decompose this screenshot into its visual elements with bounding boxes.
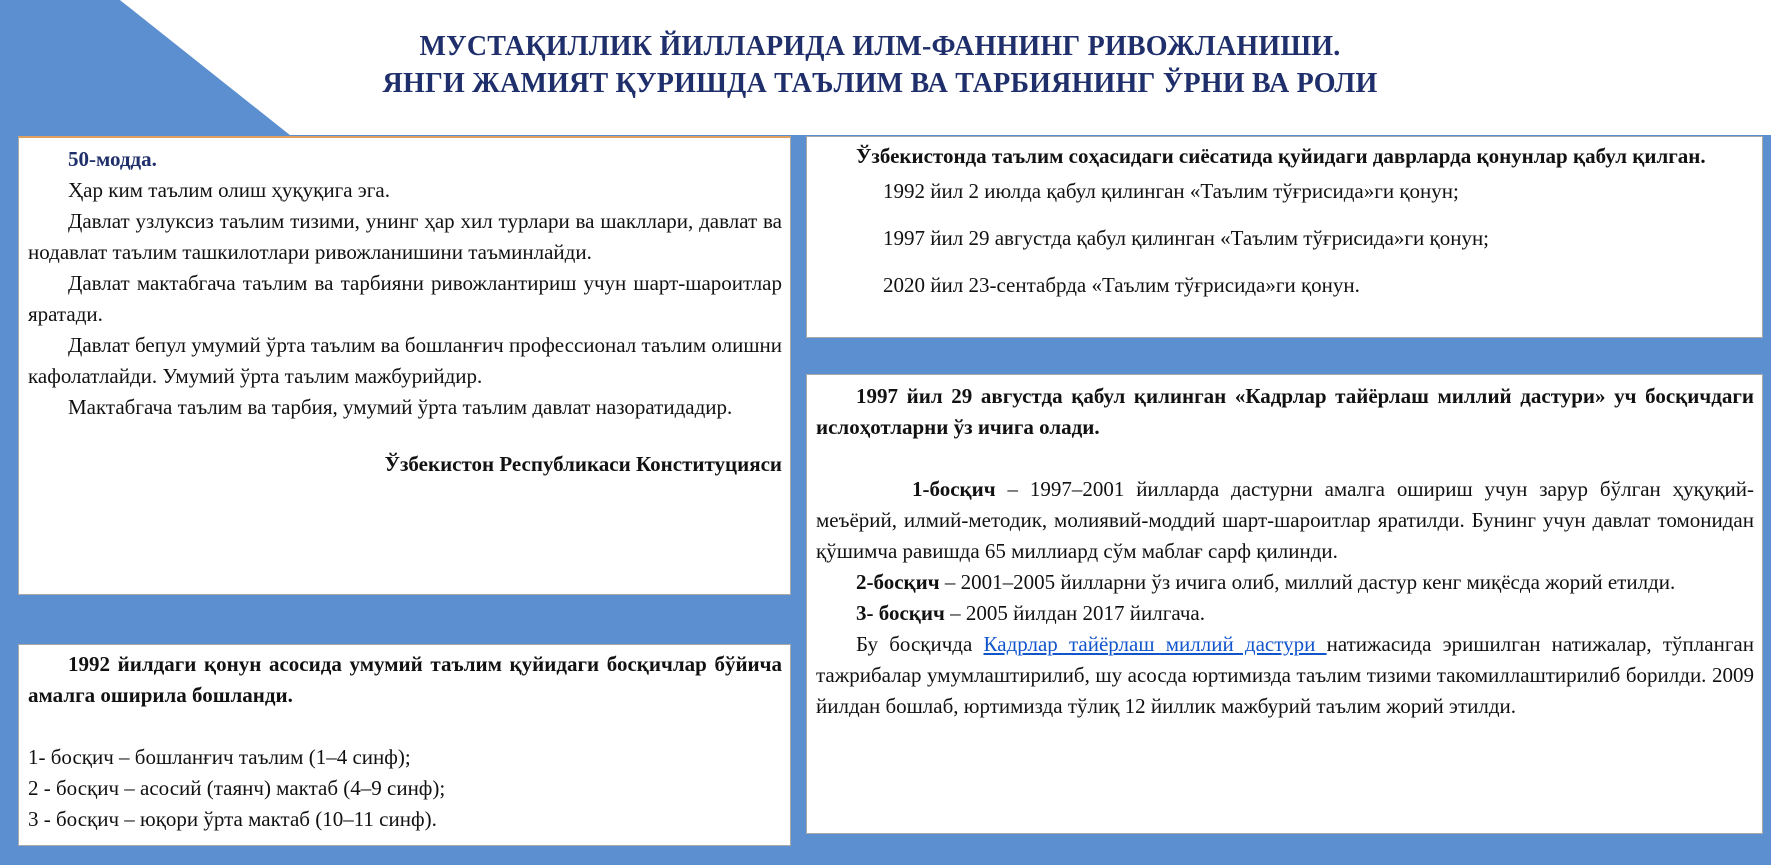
stage-1-text: – 1997–2001 йилларда дастурни амалга ошириш учун зарур бўлган ҳуқуқий-меъёрий, илмий-методик, молиявий-моддий шарт-шароитлар яратилди. Бунинг учун давлат томонидан қўшимча равишда 65 миллиард сўм маблағ сарф қилинди. <box>816 477 1754 563</box>
program-stage-2 <box>816 567 1754 598</box>
stage-2-text: – 2001–2005 йилларни ўз ичига олиб, миллий дастур кенг миқёсда жорий етилди. <box>939 570 1676 594</box>
stage-3-text: – 2005 йилдан 2017 йилгача. <box>944 601 1205 625</box>
title-line-1: МУСТАҚИЛЛИК ЙИЛЛАРИДА ИЛМ-ФАННИНГ РИВОЖЛАНИШИ. <box>419 31 1341 62</box>
article-paragraph: Мактабгача таълим ва тарбия, умумий ўрта таълим давлат назоратидадир. <box>68 395 733 419</box>
article-paragraph: Давлат бепул умумий ўрта таълим ва бошланғич профессионал таълим олишни кафолатлайди. Умумий ўрта таълим мажбурийдир. <box>28 333 782 388</box>
constitution-article-box <box>18 136 791 595</box>
article-number: 50-модда. <box>68 147 157 171</box>
education-laws-box <box>806 136 1763 338</box>
article-paragraph: Давлат мактабгача таълим ва тарбияни ривожлантириш учун шарт-шароитлар яратади. <box>28 271 782 326</box>
article-paragraph: Давлат узлуксиз таълим тизими, унинг ҳар хил турлари ва шакллари, давлат ва нодавлат таълим ташкилотлари ривожланишини таъминлайди. <box>28 209 782 264</box>
national-program-box <box>806 374 1763 834</box>
program-stage-1 <box>816 474 1754 567</box>
law-item: 1992 йил 2 июлда қабул қилинган «Таълим тўғрисида»ги қонун; <box>883 179 1459 203</box>
program-final-paragraph <box>816 629 1754 722</box>
stage-item: 1- босқич – бошланғич таълим (1–4 синф); <box>28 745 411 769</box>
law-item: 2020 йил 23-сентабрда «Таълим тўғрисида»ги қонун. <box>883 273 1360 297</box>
laws-heading: Ўзбекистонда таълим соҳасидаги сиёсатида қуйидаги даврларда қонунлар қабул қилган. <box>856 144 1706 168</box>
final-prefix: Бу босқичда <box>856 632 984 656</box>
title-line-2: ЯНГИ ЖАМИЯТ ҚУРИШДА ТАЪЛИМ ВА ТАРБИЯНИНГ ЎРНИ ВА РОЛИ <box>382 68 1378 99</box>
constitution-source: Ўзбекистон Республикаси Конституцияси <box>384 452 782 476</box>
stage-item: 2 - босқич – асосий (таянч) мактаб (4–9 синф); <box>28 776 446 800</box>
program-link[interactable]: Кадрлар тайёрлаш миллий дастури <box>983 632 1327 656</box>
stage-2-label: 2-босқич <box>856 570 940 594</box>
article-paragraph: Ҳар ким таълим олиш ҳуқуқига эга. <box>68 178 390 202</box>
program-stage-3 <box>816 598 1754 629</box>
program-heading: 1997 йил 29 августда қабул қилинган «Кадрлар тайёрлаш миллий дастури» уч босқичдаги ислоҳотларни ўз ичига олади. <box>816 384 1754 439</box>
final-suffix: натижасида эришилган натижалар, тўпланган тажрибалар умумлаштирилиб, шу асосда юртимизда таълим тизими такомиллаштирилиб борилди. 2009 йилдан бошлаб, юртимизда тўлиқ 12 йиллик мажбурий таълим жорий этилди. <box>816 632 1754 718</box>
stages-heading: 1992 йилдаги қонун асосида умумий таълим қуйидаги босқичлар бўйича амалга оширила бошланди. <box>28 652 782 707</box>
stage-item: 3 - босқич – юқори ўрта мактаб (10–11 синф). <box>28 807 437 831</box>
stage-1-label: 1-босқич <box>912 477 996 501</box>
stage-3-label: 3- босқич <box>856 601 945 625</box>
law-item: 1997 йил 29 августда қабул қилинган «Таълим тўғрисида»ги қонун; <box>883 226 1490 250</box>
education-stages-box <box>18 644 791 846</box>
page-title <box>280 28 1480 102</box>
